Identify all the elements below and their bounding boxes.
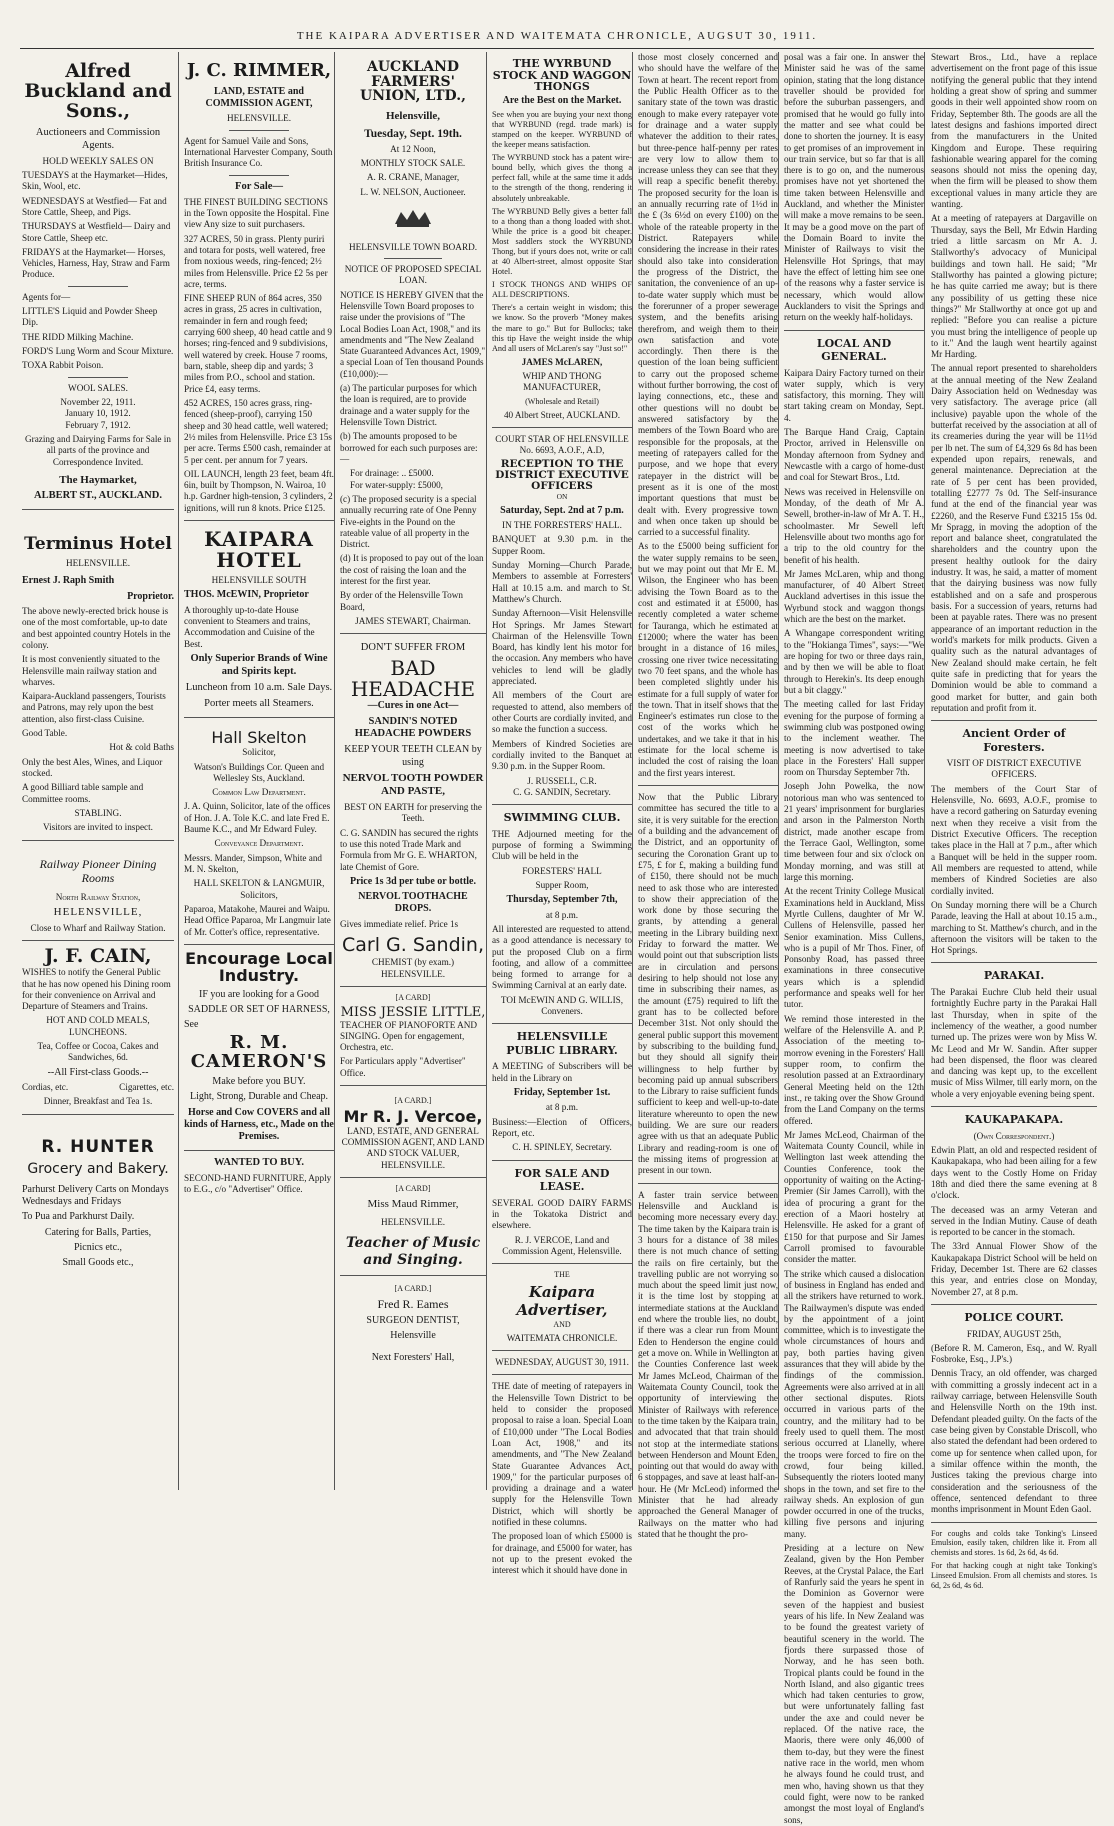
divider [22,509,174,510]
salelease-title: FOR SALE AND LEASE. [514,1166,610,1194]
encourage-body: IF you are looking for a Good [199,988,319,1000]
news-item: Dennis Tracy, an old offender, was charged with committing a grossly indecent act in a railway carriage, between Helensville South and Helensville North on the 19th inst. Defendant pleaded guilty. On the facts of the case being given by Constable Driscoll, who also stated the defendant had been ordered to come up for sentence when called upon, for a similar offence within the month, the Justices taking the previous charge into consideration and the seriousness of the offence, sentenced defendant to three months imprisonment in Mount Eden Gaol. [931,1368,1097,1515]
agent-item: THE RIDD Milking Machine. [22,331,134,342]
grazing-notice: Grazing and Dairying Farms for Sale in all parts of the province and Correspondence Invited. [25,433,171,467]
card-label: [A CARD] [395,993,431,1003]
cain-cigarettes: Cigarettes, etc. [119,1081,174,1092]
encourage-saddle: SADDLE OR SET OF HARNESS, [188,1003,330,1015]
board-title: HELENSVILLE TOWN BOARD. [348,241,478,252]
local-general-title: LOCAL AND GENERAL. [816,336,892,364]
cain-body: WISHES to notify the General Public that he has now opened his Dining room for their convenience on Arrival and Departure of Steamers and Trains. [22,967,171,1012]
eames-role: SURGEON DENTIST, [366,1314,460,1326]
little-apply: For Particulars apply "Advertiser" Office. [340,1056,466,1078]
terminus-body: The above newly-erected brick house is one of the most comfortable, up-to date and best appointed country Hotels in the colony. [22,605,171,650]
news-item: News was received in Helensville on Monday, of the death of Mr A. Sewell, brother-in-law of Mr A. T. H., schoolmaster. Mr Sewell left Helensville about two months ago for a trip to the old country for the benefit of his health. [784,486,924,565]
divider [229,130,289,131]
terminus-body: Kaipara-Auckland passengers, Tourists and Patrons, may rely upon the best attention, also first-class Cuisine. [22,691,166,724]
hunter-catering: Catering for Balls, Parties, [44,1226,152,1238]
kaipara-body: A thoroughly up-to-date House convenient to Steamers and trains, Accommodation and Cuisine of the Best. [184,604,315,649]
foresters-title: Ancient Order of Foresters. [962,727,1066,754]
divider [492,1350,632,1351]
terminus-billiard: A good Billiard table sample and Committee rooms. [22,782,144,804]
divider [931,720,1097,721]
salelease-signature: R. J. VERCOE, Land and Commission Agent, Helensville. [502,1234,622,1256]
article-paragraph: As to the £5000 being sufficient for the water supply remains to be seen, but we may point out that Mr E. M. Wilson, the Engineer who has been advising the Town Board as to the cost and estimated it at £5000, has recently completed a water scheme for Tauranga, which he estimated at £12000; where the water has been brought in a distance of 16 miles, crossing one river twice necessitating two 70 feet spans, and the whole has been completed slightly under his estimate for a full supply of water for the town. That in itself shows that the Engineer's estimates run close to the cost of the works which he undertakes, and we take it that in his estimate for the local scheme is included the cost of raising the loan and the first years interest. [638,541,778,778]
cain-goods: --All First-class Goods.-- [47,1066,149,1078]
mclaren-name: JAMES McLAREN, [521,356,603,367]
board-body: NOTICE IS HEREBY GIVEN that the Helensville Town Board proposes to raise under the provisions of "The Local Bodies Loan Act, 1908," and its amendments and "The New Zealand State Guaranteed Advances Act, 1909," a special Loan of Ten thousand Pounds (£10,000):— [340,289,486,379]
masthead: THE KAIPARA ADVERTISER AND WAITEMATA CHRONICLE, AUGSUT 30, 1911. [296,30,818,42]
skelton-title: Hall Skelton [211,727,307,747]
news-item: The strike which caused a dislocation of business in England has ended and all the strikers have returned to work. The Railwaymen's dispute was ended by the appointment of a joint committee, which is to investigate the whole circumstances of hours and pay, both parties having given assurances that they will abide by the findings of the commission. Agreements were also arrived at in all other sectional disputes. Riots occurred in various parts of the country, and the military had to be freely used to quell them. The most serious occurred at Llanelly, where the troops were forced to fire on the crowd, four being killed. Subsequently the rioters looted many shops in the town, and set fire to the railway sheds. An explosion of gun powder occurred in one of the trucks, killing five persons and injuring many. [784,1268,924,1539]
cameron-title: R. M. CAMERON'S [190,1032,328,1073]
masthead-rule [20,48,1094,49]
paper-the: THE [554,1270,570,1280]
library-time: at 8 p.m. [545,1102,579,1113]
cain-drinks-row [22,1082,174,1093]
kaipara-luncheon: Luncheon from 10 a.m. Sale Days. [185,681,333,693]
kaipara-owner: THOS. McEWIN, Proprietor [184,589,309,601]
buckland-tuesdays: TUESDAYS at the Haymarket—Hides, Skin, Wool, etc. [22,169,168,192]
board-clause: (d) It is proposed to pay out of the loan the cost of raising the loan and the interest for the first year. [340,553,484,587]
editorial: The proposed loan of which £5000 is for drainage, and £5000 for water, has not up to the present evoked the interest which it should have done in [492,1531,632,1576]
divider [22,840,174,841]
kaukapakapa-subtitle: (Own Correspondent.) [973,1130,1055,1141]
skelton-conveyance-body: Messrs. Mander, Simpson, White and M. N. Skelton, [184,852,323,875]
buckland-wednesdays: WEDNESDAYS at Westfied— Fat and Store Cattle, Sheep, and Pigs. [22,195,167,217]
article-paragraph: A faster train service between Helensville and Auckland is becoming more necessary every day. The time taken by the Kaipara train is 3 hours for a distance of 38 miles there is not much chance of setting the rails on fire certainly, but the travelling public are not worrying so much about the speed limit just now, it is the time lost by stopping at intermediate stations at the Auckland end where the trouble lies, no doubt, if there was a clear run from Mount Eden to Henderson the engine could get a move on. While in Wellington at the Counties Conference last week Mr James McLeod, Chairman of the Waitemata County Council, took the opportunity of interviewing the Minister of Railways with reference to the time taken by the Kaipara train, and advocated that that train should not stop at the intermediate stations between Henderson and Mount Eden, pointing out that would do away with 6 stoppages, and save at least half-an-hour. He (Mr McLeod) informed the Minister that he had already approached the General Manager of Railways on the matter who had stated that he thought the pro- [638,1189,778,1539]
reception-date: Saturday, Sept. 2nd at 7 p.m. [500,504,624,516]
agent-item: LITTLE'S Liquid and Powder Sheep Dip. [22,306,158,328]
skelton-langmuir: HALL SKELTON & LANGMUIR, Solicitors, [193,878,325,900]
swim-date: Thursday, September 7th, [506,894,618,906]
buckland-sales-head: HOLD WEEKLY SALES ON [42,155,154,166]
pioneer-close: Close to Wharf and Railway Station. [30,922,166,933]
hunter-to: To Pua and Parkhurst Daily. [22,1211,135,1223]
sandin-rights: C. G. SANDIN has secured the rights to use this noted Trade Mark and Formula from Mr G. E. WHARTON, late Chemist of Gore. [340,827,479,872]
buckland-thursdays: THURSDAYS at Westfield— Dairy and Store Cattle, Sheep etc. [22,221,171,243]
news-item: The Parakai Euchre Club held their usual fortnightly Euchre party in the Parakai Hall last Thursday, when in spite of the inclemency of the weather, a good number turned up. The prizes were won by Miss W. Mc Leod and Mr W. Sandin. After supper had been dispensed, the floor was cleared and dancing was kept up, to the excellent music of Miss Wilmer, till early morn, on the whole a very enjoyable evening being spent. [931,986,1097,1099]
sandin-role: CHEMIST (by exam.) HELENSVILLE. [371,957,455,979]
swim-title: SWIMMING CLUB. [503,811,621,825]
kaipara-place: HELENSVILLE SOUTH [211,575,307,586]
eames-place: Helensville [390,1329,436,1341]
wyrbund-body: The WYRBUND Belly gives a better fall to a thong than a thong loaded with shot. While the price is a good bit cheaper. Most saddlers stock the WYRBUND Thong, but if yours does not, write or call at 40 Albert-street, almost opposite Star Hotel. [492,206,632,277]
reception-kindred: Members of Kindred Societies are cordially invited to the Banquet at 9.30 p.m. in the Supper Room. [492,738,632,772]
divider [784,330,924,331]
terminus-good-table: Good Table. [22,728,68,739]
divider [340,1085,486,1086]
news-item: Mr James McLeod, Chairman of the Waitemata County Council, while in Wellington last week attending the Counties Conference, took the opportunity of waiting on the Acting-Premier (Sir James Carroll), with the idea of procuring a grant for the erection of a Maori hostelry at Helensville. He asked for a grant of £150 for that purpose and Sir James Carroll promised to favourable consider the matter. [784,1129,924,1265]
column-6 [778,52,929,1825]
haymarket: The Haymarket, [59,473,137,486]
board-clause: (a) The particular purposes for which the loan is required, are to provide drainage and a water supply for the Helensville Town District. [340,383,477,428]
news-item: The Barque Hand Craig, Captain Proctor, arrived in Helensville on Monday afternoon from Sydney and Newcastle with a cargo of home-dust and coal for Stewart Bros., Ltd. [784,427,924,483]
sale-item: 452 ACRES, 150 acres grass, ring-fenced (sheep-proof), carrying 150 sheep and 30 head cattle, well watered; 2½ miles from Helensville. Price £3 15s per acre. Terms £500 cash, remainder at 5 per cent. per annum for 7 years. [184,397,332,465]
police-before: (Before R. M. Cameron, Esq., and W. Ryall Fosbroke, Esq., J.P's.) [931,1342,1097,1365]
article-paragraph: those most closely concerned and who should have the welfare of the Town at heart. The recent report from the Public Health Officer as to the sanitary state of the town was drastic enough to make every ratepayer vote for drainage and a water supply whatever the addition to their rates, but three-pence half-penny per rates are very low to allow them to increase unless they can see that they will reap a specific benefit thereby. The proposed security for the loan is an annually recurring rate of 1½d in the £ (3s 6½d on every £100) on the whole of the rateable property in the District. Ratepayers while considering the increase in their rates should also take into consideration the progress of the District, the sanitation, the convenience of an up-to-date water supply which must be the forerunner of a proper sewerage system, and the benefits arising therefrom, and weigh them to their own satisfaction and vote accordingly. Then there is the question of the loan being sufficient to carry out the proposed scheme without further borrowing, the cost of laying connections, etc., these and other questions will no doubt be answered satisfactory by the members of the Town Board who are responsible for the proposals, at the meeting of ratepayers called for the purpose, and we hope that every ratepayer in the district will be present as it is one of the most important questions that must be dealt with. Every progressive town and when once taken up should be carried to a successful finality. [638,52,778,538]
divider [22,940,174,941]
column-5 [632,52,783,1539]
terminus-proprietor: Proprietor. [127,590,174,602]
divider [68,377,129,378]
cain-dinner: Dinner, Breakfast and Tea 1s. [43,1096,153,1107]
news-item: The deceased was an army Veteran and served in the Indian Mutiny. Cause of death is reported to be cancer in the stomach. [931,1204,1097,1238]
cameron-make: Make before you BUY. [212,1076,306,1088]
hunter-body: Parhurst Delivery Carts on Mondays Wednesdays and Fridays [22,1183,169,1207]
wyrbund-whips: I STOCK THONGS AND WHIPS OF ALL DESCRIPTIONS. [492,280,632,300]
police-date: FRIDAY, AUGUST 25th, [966,1328,1062,1339]
swim-time: at 8 p.m. [545,909,579,920]
divider [229,175,289,176]
cameron-covers: Horse and Cow COVERS and all kinds of Harness, etc., Made on the Premises. [184,1106,334,1143]
library-business: Business:—Election of Officers, Report, etc. [492,1116,632,1138]
court-title: COURT STAR OF HELENSVILLE No. 6693, A.O.F., A.D, [495,433,629,456]
sandin-relief: Gives immediate relief. Price 1s [340,918,459,929]
paper-date: WEDNESDAY, AUGUST 30, 1911. [495,1357,629,1368]
wyrbund-body: See when you are buying your next thong that WYRBUND (regd. trade mark) is stamped on the keeper. WYRBUND of the keeper means satisfaction. [492,109,632,150]
divider [638,785,778,786]
library-date: Friday, September 1st. [513,1087,611,1099]
kaipara-hotel-title: KAIPARA HOTEL [204,527,314,573]
sandin-best: BEST ON EARTH for preserving the Teeth. [344,801,482,824]
news-item: For coughs and colds take Tonking's Linseed Emulsion, easily taken, children like it. From all chemists and stores. 1s 6d, 2s 6d, 4s 6d. [931,1528,1097,1558]
divider [492,1023,632,1024]
parakai-title: PARAKAI. [983,969,1045,983]
column-7 [924,52,1101,1590]
reception-afternoon: Sunday Afternoon—Visit Helensville Hot Springs. Mr James Stewart Chairman of the Helensville Town Board, has kindly lent his motor for the occasion. Any members who have vehicles to lend will be gladly appreciated. [492,608,632,687]
skelton-common-law: Common Law Department. [212,787,306,798]
sale-item: THE FINEST BUILDING SECTIONS in the Town opposite the Hospital. Fine view Any size to suit purchasers. [184,196,329,230]
terminus-baths: Hot & cold Baths [109,742,174,753]
divider [492,804,632,805]
news-item: At a meeting of ratepayers at Dargaville on Thursday, says the Bell, Mr Edwin Harding tried a little sarcasm on Mr A. J. Stallworthy's advocacy of Municipal buildings and town hall. He said; "Mr Stallworthy has painted a glowing picture; he has quite carried me away; but is there any possibility of us getting these nice things?" Mr Stallworthy at once got up and replied: "Before you can realise a picture you must bring the intelligence of people up to it." And the laugh went heartily against Mr Harding. [931,213,1097,360]
skelton-role: Solicitor, [242,747,276,758]
sale-item: OIL LAUNCH, length 23 feet, beam 4ft. 6in, built by Thompson, N. Wairoa, 10 h.p. Gardner high-tension, 3 cylinders, 2 ignitions, will run 8 knots. Price £125. [184,468,334,513]
news-item: We remind those interested in the welfare of the Helensville A. and P. Association of the meeting to-morrow evening in the Foresters' Hall supper room, to confirm the resolution passed at an Extraordinary General Meeting held on the 12th inst., re taking over the Show Ground from the Land Company on the terms offered. [784,1013,924,1126]
divider [492,427,632,428]
terminus-title: Terminus Hotel [24,534,172,555]
cain-tea: Tea, Coffee or Cocoa, Cakes and Sandwiches, 6d. [37,1041,159,1063]
news-item: The members of the Court Star of Helensville, No. 6693, A.O.F., promise to have a record gathering on Saturday evening next when they receive a visit from the District Executive Officers. The reception takes place in the Hall at 7 p.m., after which a Banquet will be held in the supper room. All members are requested to attend, while members of Kindred Societies are also cordially invited. [931,783,1097,896]
news-item: Presiding at a lecture on New Zealand, given by the Hon Pember Reeves, at the Crystal Palace, the Earl of Ranfurly said the years he spent in the Dominion as Governor were seven of the happiest and busiest years of his life. In New Zealand was to be found the greatest variety of beautiful scenery in the world. The fjords there surpassed those of Norway, and he has seen both. Tropical plants could be found in the North Island, and also gigantic trees which had taken centuries to grow, but were unfortunately falling fast under the axe and could never be replaced. Of the native race, the Maoris, there were only 46,000 of them to-day, but they were the finest native race in the world, men whom he always found he could trust, and men who, having shown us that they could fight, were now to be ranked amongst the most loyal of England's sons, [784,1543,924,1825]
news-item: At the recent Trinity College Musical Examinations held in Auckland, Miss Myrtle Cullens, daughter of Mr W. Cullens of Helensville, passed her Senior examination. Miss Cullens, who is a pupil of Mr Thos. Finer, of Ponsonby Road, has passed three examinations in three consecutive years which is a splendid performance and speaks well for her tutor. [784,886,924,1010]
divider [340,633,486,634]
union-title: AUCKLAND FARMERS' UNION, LTD., [360,59,466,105]
paper-and: AND [553,1319,571,1329]
divider [384,258,442,259]
agents-for: Agents for— [22,291,71,302]
news-item: Stewart Bros., Ltd., have a replace advertisement on the front page of this issue notifying the general public that they intend holding a great show of spring and summer goods in their well appointed show room on Friday, September 8th. The goods are all the latest designs and fashions imported direct from the manufacturers in the United Kingdom and Europe. These requiring fashionable wearing apparel for the coming seasons should not miss the opening day, when the firm will be pleased to show them exceptional values in many article they are wanting. [931,52,1097,210]
skelton-branches: Paparoa, Matakohe, Maurei and Waipu. Head Office Paparoa, Mr Langmuir late of Mr. Cotter's office, representative. [184,903,331,937]
divider [340,986,486,987]
hunter-picnics: Picnics etc., [73,1241,123,1253]
paper-subtitle: WAITEMATA CHRONICLE. [506,1332,618,1343]
swim-body: THE Adjourned meeting for the purpose of forming a Swimming Club will be held in the [492,828,632,862]
divider [340,1275,486,1276]
hunter-small-goods: Small Goods etc., [62,1257,134,1269]
maud-rimmer-place: HELENSVILLE. [380,1217,446,1228]
news-item: Mr James McLaren, whip and thong manufacturer, of 40 Albert Street Auckland advertises in this issue the Wyrbund stock and waggon thongs which are the best on the market. [784,568,924,625]
kaipara-porter: Porter meets all Steamers. [204,697,314,709]
union-manager: A. R. CRANE, Manager, [366,172,460,183]
divider [638,1183,778,1184]
sandin-powders: SANDIN'S NOTED HEADACHE POWDERS [354,715,472,740]
divider [184,1150,334,1151]
buckland-fridays: FRIDAYS at the Haymarket— Horses, Vehicles, Harness, Hay, Straw and Farm Produce. [22,246,170,280]
pioneer-station: North Railway Station, [55,892,141,903]
mclaren-address: 40 Albert Street, AUCKLAND. [503,409,621,420]
divider [492,1263,632,1264]
sale-item: FINE SHEEP RUN of 864 acres, 350 acres in grass, 25 acres in cultivation, remainder in fern and rough feed; carrying 600 sheep, 40 head cattle and 9 horses; ring-fenced and 9 subdivisions, well watered by creek. House 7 rooms, barn, stable, sheep dip and yards; 3 miles from P.O., school and station. Price £4, easy terms. [184,293,332,394]
reception-place: IN THE FORRESTERS' HALL. [502,520,622,530]
article-paragraph: posal was a fair one. In answer the Minister said he was of the same opinion, stating that the long distance traveller should be provided for before the suburban passengers, and promised that he would go fully into the matter and see what could be done to shorten the journey. It is easy to get promises of an improvement in our train service, but so far that is all there is to go on, and the numerous promises have not yet shortened the time taken between Helensville and Auckland, and whether the Minister will make a move remains to be seen. It may be a good move on the part of the Domain Board to invite the Minister of Railways to visit the Helensville Hot Springs, that may have the effect of letting him see one of the reasons why a faster service is necessary, which would allow Aucklanders to visit the Springs and return on the weekly half-holidays. [784,52,924,323]
cain-title: J. F. CAIN, [44,945,152,968]
board-notice: NOTICE OF PROPOSED SPECIAL LOAN. [344,263,482,286]
rimmer-agent: Agent for Samuel Vaile and Sons, International Harvester Company, South British Insurance Co. [184,135,333,169]
divider [931,1304,1097,1305]
eames-name: Fred R. Eames [377,1296,449,1311]
column-4 [486,52,637,1576]
reception-members: All members of the Court are requested to attend, also members of other Courts are cordially invited, and so make the function a success. [492,690,632,735]
foresters-subtitle: VISIT OF DISTRICT EXECUTIVE OFFICERS. [946,758,1082,780]
board-water: For water-supply: £5000, [350,479,443,490]
divider [184,717,334,718]
wanted-body: SECOND-HAND FURNITURE, Apply to E.G., c/o "Advertiser" Office. [184,1172,332,1194]
editorial: THE date of meeting of ratepayers in the Helensville Town District to be held to consider the proposed proposal to raise a loan. Special Loan of £10,000 under "The Local Bodies Loan Act, 1908," and its amendments, and "The New Zealand State Guarantee Advances Act, 1909," for the particular purposes of providing a drainage and a water supply for the Helensville Town District, which will shortly be notified in these columns. [492,1381,632,1528]
library-signature: C. H. SPINLEY, Secretary. [512,1142,612,1153]
swim-signature: TOI McEWIN AND G. WILLIS, Conveners. [500,994,624,1017]
wyrbund-title: THE WYRBUND STOCK AND WAGGON THONGS [492,57,632,94]
union-auctioneer: L. W. NELSON, Auctioneer. [360,186,466,197]
terminus-owner: Ernest J. Raph Smith [22,575,115,587]
terminus-stabling: STABLING. [74,807,122,818]
board-clause: (c) The proposed security is a special annually recurring rate of One Penny Five-eights in the Pound on the rateable value of all property in the District. [340,493,477,550]
library-title: HELENSVILLE PUBLIC LIBRARY. [506,1030,618,1057]
rimmer-subtitle: LAND, ESTATE and COMMISSION AGENT, [205,85,313,110]
union-time: At 12 Noon, [390,143,436,154]
rimmer-place: HELENSVILLE. [226,113,292,124]
sandin-headache: BAD HEADACHE [350,656,476,702]
divider [184,944,334,945]
cain-cordials: Cordias, etc. [22,1081,69,1092]
divider [22,1114,174,1115]
little-body: TEACHER OF PIANOFORTE AND SINGING. Open for engagement, Orchestra, etc. [340,1019,478,1053]
kaukapakapa-title: KAUKAPAKAPA. [964,1113,1064,1127]
agent-item: FORD'S Lung Worm and Scour Mixture. [22,346,174,356]
card-label: [A CARD.] [394,1096,432,1106]
encourage-see: See [184,1019,199,1031]
news-item: The meeting called for last Friday evening for the purpose of forming a swimming club was postponed owing to the inclement weather. The meeting is now advertised to take place in the Foresters' Hall supper room on Thursday September 7th. [784,699,924,778]
sandin-name: Carl G. Sandin, [341,934,484,957]
sandin-keep: KEEP YOUR TEETH CLEAN by using [344,744,482,768]
skelton-conveyance: Conveyance Department. [214,838,304,849]
sandin-cures: —Cures in one Act— [367,700,459,712]
cain-meals: HOT AND COLD MEALS, LUNCHEONS. [46,1015,150,1037]
divider [931,1106,1097,1107]
maud-rimmer-teacher: Teacher of Music and Singing. [345,1234,481,1268]
news-item: Kaipara Dairy Factory turned on their water supply, which is very satisfactory, this morning. They will start taking cream on Monday, Sept. 4. [784,367,924,423]
union-sale: MONTHLY STOCK SALE. [360,158,466,169]
news-item: Edwin Platt, an old and respected resident of Kaukapakapa, who had been ailing for a few days went to the Costly Home on Friday 18th and died there the same evening at 8 o'clock. [931,1144,1097,1201]
reception-signature: J. RUSSELL, C.R. [527,775,597,786]
wool-date: February 7, 1912. [65,419,131,430]
column-3 [334,52,491,1490]
sandin-toothache: NERVOL TOOTHACHE DROPS. [358,891,468,915]
wyrbund-body: The WYRBUND stock has a patent wire-bound belly, which gives the thong a perfect fall, while at the same time it adds to the strength of the thong, rendering it absolutely unbreakable. [492,153,632,203]
sandin-ad-line-1: DON'T SUFFER FROM [360,642,466,654]
rimmer-title: J. C. RIMMER, [186,60,332,81]
terminus-place: HELENSVILLE. [65,558,131,569]
divider [340,1177,486,1178]
divider [68,286,129,287]
news-item: Joseph John Powelka, the now notorious man who was sentenced to 21 years' imprisonment for burglaries and arson in the Palmerston North district, made another escape from the Terrace Gaol, Wellington, some time between four and six o'clock on Monday morning, and was still at large this morning. [784,781,924,882]
paper-title: Kaipara Advertiser, [516,1283,608,1320]
swim-room: Supper Room, [535,879,589,890]
divider [931,962,1097,963]
little-title: MISS JESSIE LITTLE, [340,1004,486,1020]
board-chairman: JAMES STEWART, Chairman. [355,616,471,627]
skelton-address: Watson's Buildings Cor. Queen and Wellesley Sts, Auckland. [193,761,325,783]
divider [492,1160,632,1161]
agent-item: TOXA Rabbit Poison. [22,360,104,371]
news-item: The 33rd Annual Flower Show of the Kaukapakapa District School will be held on Friday, December 1st. There are 62 classes this year, and entries close on Monday, November 27, at 8 p.m. [931,1241,1097,1297]
wyrbund-verse: There's a certain weight in wisdom; this we know. So the proverb "Money makes the mare to go." But for Bullocks; take this tip Have the weight inside the whip And all users of McLaren's say "Just so!" [492,303,632,353]
eames-address: Next Foresters' Hall, [371,1352,455,1364]
reception-title: RECEPTION TO THE DISTRICT EXECUTIVE OFFICERS [495,458,629,493]
sale-item: 327 ACRES, 50 in grass. Plenty puriri and totara for posts, well watered, free from noxious weeds, ring-fenced; 2½ miles from Helensville. Price £2 5s per acre, terms. [184,233,328,289]
board-clause: (b) The amounts proposed to be borrowed for each such purposes are:— [340,431,478,464]
hunter-title: R. HUNTER [41,1136,155,1157]
terminus-visitors: Visitors are invited to inspect. [43,822,153,833]
article-paragraph: Now that the Public Library committee has secured the title to a site, it is very suitable for the erection of a building and the advancement of the District, and an opportunity of securing the Coronation Grant up to £75, £ for £, making a building fund of £150, there should not be much need to ask those who are interested to show their appreciation of the work done by those securing the grants, by attending a general meeting in the Library building next Friday to forward the matter. We would point out that subscription lists are in circulation and persons desiring to help should not lose any time in subscribing their names, as the amount (£75) required to lift the grant has to be collected before December 31st. Not only should the general public support this movement by subscribing to the building fund, but they should all signify their willingness to help further by becoming paid up annual subscribers to the Library to raise sufficient funds sufficient to keep and well-up-to-date literature whereunto to open the new building. We are sure our readers agree with us that an adequate Public Library and reading-room is one of the missing items of progression at present in our town. [638,792,778,1176]
wanted-title: WANTED TO BUY. [214,1156,304,1168]
wool-date: January 10, 1912. [65,408,131,419]
haymarket-address: ALBERT ST., AUCKLAND. [34,490,162,502]
divider [931,1522,1097,1523]
vercoe-title: Mr R. J. Vercoe, [343,1106,483,1126]
column-1 [22,52,178,1490]
card-label: [A CARD] [395,1183,431,1193]
cameron-light: Light, Strong, Durable and Cheap. [189,1091,329,1103]
mclaren-wholesale: (Wholesale and Retail) [525,396,599,406]
card-label: [A CARD.] [394,1284,432,1294]
buckland-subtitle: Auctioneers and Commission Agents. [35,126,161,151]
library-body: A MEETING of Subscribers will be held in the Library on [492,1061,632,1083]
town-crest-icon [340,206,486,234]
news-item: The annual report presented to shareholders at the annual meeting of the New Zealand Dairy Association held on Wednesday was very satisfactory. The average price (all inclusive) payable upon the whole of the butterfat received by the association at all of its creameries during the year will be 11½d per lb net. The sum of £4,329 6s 8d has been expended upon repairs, renewals, and general maintenance. Depreciation at the rate of 5 per cent has been provided, totalling £2777 7s 0d. The Self-insurance fund at the end of the financial year was £2260, and the Reserve Fund £3215 15s 0d. Mr Spragg, in moving the adoption of the report and balance sheet, congratulated the shareholders and the country upon the present healthy outlook for the dairy industry. It was, he said, a matter of moment that the dairying business was now fully established and on a safe and prosperous basis. For a succession of years, returns had been at payable rates. There was no present appearance of an important reduction in the world's markets for milk products. Given a quality such as the natural advantages of New Zealand should make certain, he felt quite safe in predicting that for years the Dominion would be able to command a good market for butter, and gain both reputation and profit from it. [931,363,1097,713]
swim-hall: FORESTERS' HALL [522,865,602,876]
board-order: By order of the Helensville Town Board, [340,590,463,612]
maud-rimmer-name: Miss Maud Rimmer, [367,1197,459,1210]
sandin-price: Price 1s 3d per tube or bottle. [349,875,476,887]
sandin-nervol: NERVOL TOOTH POWDER AND PASTE, [342,771,484,798]
vercoe-body: LAND, ESTATE, AND GENERAL COMMISSION AGENT, AND LAND AND STOCK VALUER, HELENSVILLE. [341,1125,485,1170]
swim-interested: All interested are requested to attend, as a good attendance is necessary to put the proposed Club on a firm footing, and allow of a committee being formed to arrange for a Swimming Carnival at an early date. [492,923,632,991]
kaipara-brands: Only Superior Brands of Wine and Spirits kept. [190,652,328,677]
board-drainage: For drainage: .. £5000. [350,468,434,479]
reception-sunday: Sunday Morning—Church Parade, Members to assemble at Forresters' Hall at 10.15 a.m. and march to St. Matthew's Church. [492,559,632,604]
encourage-title: Encourage Local Industry. [185,948,333,985]
skelton-common-body: J. A. Quinn, Solicitor, late of the offices of Hon. J. A. Tole K.C. and late Fred E. Baume K.C., and Mr Edward Fuley. [184,801,331,835]
divider [492,1374,632,1375]
news-item: A Whangape correspondent writing to the "Hokianga Times", says:—"We are hoping for two or three days rain, and by then we will be able to float through to Herekin's. Its deep enough but a bit claggy." [784,628,924,695]
terminus-body: It is most conveniently situated to the Helensville main railway station and wharves. [22,654,160,687]
wyrbund-subtitle: Are the Best on the Market. [502,94,622,106]
for-sale-head: For Sale— [235,180,283,192]
union-date: Tuesday, Sept. 19th. [364,127,462,140]
column-2 [178,52,339,1490]
divider [184,520,334,521]
pioneer-town: HELENSVILLE, [53,906,143,919]
pioneer-title: Railway Pioneer Dining Rooms [39,856,157,886]
mclaren-role: WHIP AND THONG MANUFACTURER, [522,371,602,393]
news-item: On Sunday morning there will be a Church Parade, leaving the Hall at about 10.15 a.m., marching to St. Matthew's church, and in the afternoon the visitors will be taken to the Hot Springs. [931,899,1097,956]
terminus-ales: Only the best Ales, Wines, and Liquor stocked. [22,756,163,779]
wool-sales-head: WOOL SALES. [68,382,128,393]
police-court-title: POLICE COURT. [964,1311,1064,1324]
reception-signature: C. G. SANDIN, Secretary. [513,786,611,797]
news-item: For that hacking cough at night take Tonking's Linseed Emulsion. From all chemists and stores. 1s 6d, 2s 6d, 4s 6d. [931,1561,1097,1590]
hunter-subtitle: Grocery and Bakery. [27,1161,169,1178]
union-place: Helensville, [385,110,441,123]
buckland-title: Alfred Buckland and Sons., [24,60,172,122]
reception-on: ON [556,492,568,502]
wool-date: November 22, 1911. [60,396,136,407]
reception-banquet: BANQUET at 9.30 p.m. in the Supper Room. [492,534,632,556]
salelease-body: SEVERAL GOOD DAIRY FARMS in the Tokatoka District and elsewhere. [492,1197,632,1231]
